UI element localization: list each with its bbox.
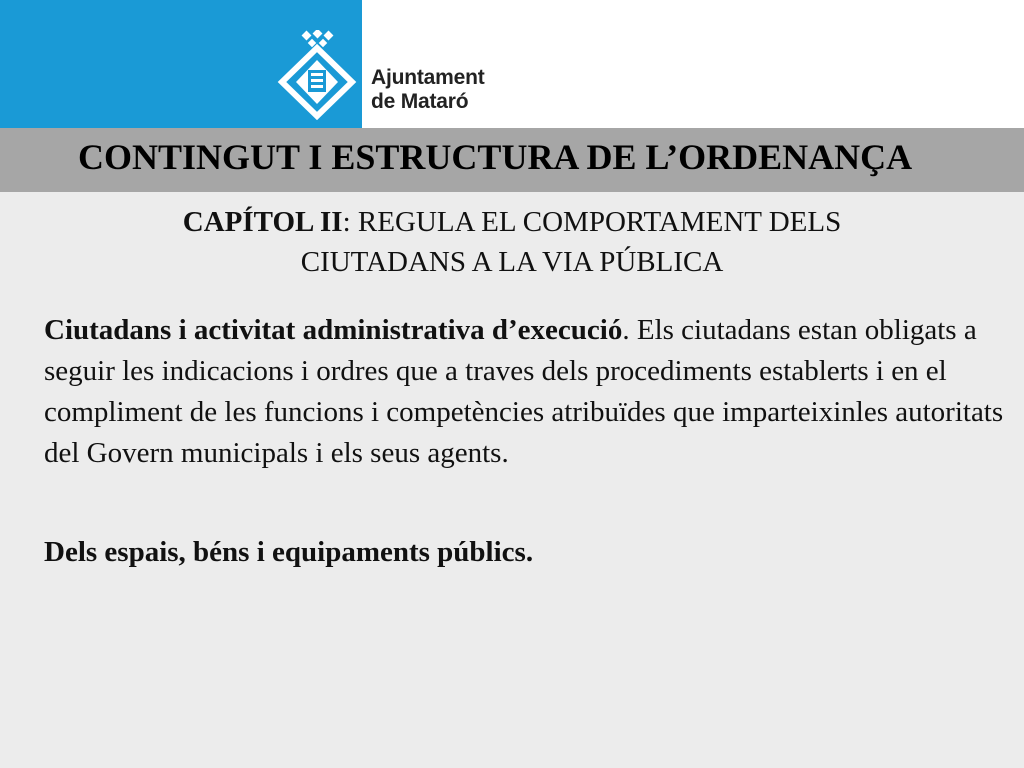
slide-title: CONTINGUT I ESTRUCTURA DE L’ORDENANÇA — [78, 137, 913, 177]
paragraph-citizens — [44, 310, 1009, 474]
paragraph1-heading: Ciutadans i activitat administrativa d’execució — [44, 314, 623, 346]
logo-line2: de Mataró — [371, 90, 469, 113]
chapter-text-line1: : REGULA EL COMPORTAMENT DELS — [342, 206, 842, 238]
chapter-heading-line1 — [0, 206, 1024, 239]
paragraph1-body: . Els ciutadans estan obligats a seguir les indicacions i ordres que a traves dels procediments establerts i en el compliment de les funcions i competències atribuïdes que imparteixinles autoritats del Govern municipals i els seus agents. — [44, 314, 1004, 469]
paragraph2-heading: Dels espais, béns i equipaments públics. — [44, 536, 534, 568]
chapter-heading-line2: CIUTADANS A LA VIA PÚBLICA — [300, 246, 724, 278]
chapter-label: CAPÍTOL II — [182, 206, 343, 238]
logo-line1: Ajuntament — [371, 66, 485, 89]
ajuntament-mataro-logo-icon — [272, 30, 362, 120]
logo-text — [371, 66, 485, 114]
paragraph-public-spaces — [44, 532, 1009, 573]
